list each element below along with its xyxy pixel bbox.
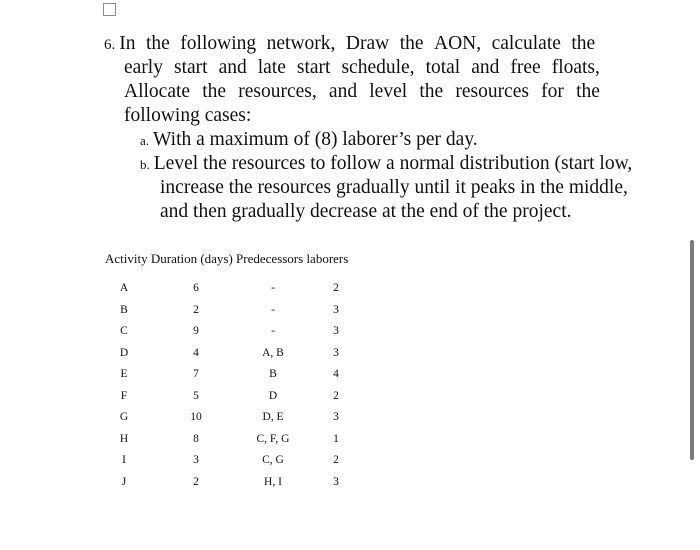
question-checkbox[interactable] bbox=[103, 3, 116, 16]
predecessors-cell: D bbox=[268, 389, 278, 402]
word: late bbox=[257, 57, 286, 78]
word: early bbox=[124, 57, 163, 78]
word: the bbox=[419, 81, 444, 102]
duration-cell: 2 bbox=[193, 475, 199, 488]
table-row bbox=[105, 454, 365, 476]
question-line-4 bbox=[104, 104, 624, 128]
word: In bbox=[119, 33, 136, 54]
word: the bbox=[399, 33, 424, 54]
sub-question-a bbox=[104, 128, 624, 152]
laborers-cell: 2 bbox=[333, 389, 339, 402]
duration-cell: 8 bbox=[193, 432, 199, 445]
activity-cell: I bbox=[122, 454, 126, 466]
predecessors-cell: B bbox=[269, 368, 277, 380]
table-row bbox=[105, 304, 365, 326]
table-row bbox=[105, 433, 365, 455]
predecessors-cell: A, B bbox=[262, 346, 284, 359]
word: calculate bbox=[491, 33, 561, 54]
question-line-3 bbox=[104, 80, 624, 104]
word: resources bbox=[455, 81, 529, 102]
duration-cell: 10 bbox=[190, 411, 202, 423]
word: start bbox=[173, 57, 208, 78]
duration-cell: 3 bbox=[193, 454, 199, 466]
sub-question-b bbox=[104, 152, 633, 176]
table-row bbox=[105, 476, 365, 498]
table-row bbox=[105, 390, 365, 412]
laborers-cell: 3 bbox=[333, 303, 339, 316]
table-row bbox=[105, 347, 365, 369]
predecessors-cell: C, F, G bbox=[256, 432, 290, 445]
activity-cell: B bbox=[120, 303, 128, 316]
word: free bbox=[510, 57, 541, 78]
predecessors-cell: - bbox=[271, 325, 275, 337]
word: and bbox=[218, 57, 247, 78]
table-row bbox=[105, 282, 365, 304]
word: and bbox=[471, 57, 500, 78]
word: Allocate bbox=[124, 81, 191, 102]
word: resources, bbox=[238, 81, 317, 102]
laborers-cell: 3 bbox=[333, 411, 339, 423]
word: the bbox=[145, 33, 170, 54]
activity-cell: H bbox=[119, 432, 129, 445]
predecessors-cell: C, G bbox=[262, 454, 284, 466]
question-line-1 bbox=[104, 32, 624, 56]
duration-cell: 4 bbox=[193, 346, 199, 359]
table-row bbox=[105, 325, 365, 347]
word: total bbox=[425, 57, 461, 78]
activity-cell: C bbox=[120, 325, 128, 337]
word: and bbox=[328, 81, 358, 102]
question-line-2 bbox=[104, 56, 624, 80]
sub-question-a-text: With a maximum of (8) laborer’s per day. bbox=[153, 129, 478, 150]
word: the bbox=[576, 81, 600, 102]
duration-cell: 7 bbox=[193, 368, 199, 380]
word: the bbox=[571, 33, 596, 54]
scrollbar[interactable] bbox=[690, 240, 694, 460]
laborers-cell: 1 bbox=[333, 432, 339, 445]
word: floats, bbox=[551, 57, 600, 78]
activity-cell: G bbox=[119, 411, 129, 423]
word: Draw bbox=[345, 33, 390, 54]
laborers-cell: 3 bbox=[333, 346, 339, 359]
table-header: Activity Duration (days) Predecessors laborers bbox=[105, 251, 349, 266]
activity-cell: F bbox=[120, 389, 128, 402]
word: for bbox=[541, 81, 564, 102]
question-block bbox=[104, 32, 633, 224]
word: following cases: bbox=[124, 105, 252, 126]
laborers-cell: 2 bbox=[333, 454, 339, 466]
laborers-cell: 2 bbox=[333, 282, 339, 294]
activity-cell: J bbox=[121, 475, 127, 488]
duration-cell: 9 bbox=[193, 325, 199, 337]
predecessors-cell: - bbox=[271, 303, 275, 316]
table-row bbox=[105, 411, 365, 433]
word: level bbox=[369, 81, 408, 102]
predecessors-cell: H, I bbox=[264, 475, 282, 488]
table-row bbox=[105, 368, 365, 390]
laborers-cell: 3 bbox=[333, 475, 339, 488]
sub-question-b-line-2: increase the resources gradually until it peaks in the middle, bbox=[160, 177, 628, 198]
activity-cell: A bbox=[119, 282, 129, 294]
question-number: 6. bbox=[104, 37, 116, 53]
predecessors-cell: D, E bbox=[262, 411, 284, 423]
laborers-cell: 3 bbox=[333, 325, 339, 337]
activity-cell: D bbox=[119, 346, 129, 359]
laborers-cell: 4 bbox=[333, 368, 339, 380]
duration-cell: 2 bbox=[193, 303, 199, 316]
predecessors-cell: - bbox=[271, 282, 275, 294]
sub-question-b-line-1: Level the resources to follow a normal distribution (start low, bbox=[153, 153, 633, 174]
sub-question-b-line-3: and then gradually decrease at the end of the project. bbox=[160, 201, 572, 222]
word: network, bbox=[266, 33, 336, 54]
word: following bbox=[180, 33, 257, 54]
duration-cell: 6 bbox=[193, 282, 199, 294]
word: start bbox=[296, 57, 331, 78]
activity-cell: E bbox=[120, 368, 128, 380]
word: the bbox=[202, 81, 227, 102]
sub-marker-a: a. bbox=[140, 133, 150, 148]
duration-cell: 5 bbox=[193, 389, 199, 402]
word: schedule, bbox=[341, 57, 415, 78]
word: AON, bbox=[434, 33, 482, 54]
sub-marker-b: b. bbox=[140, 157, 150, 172]
activity-table bbox=[105, 282, 365, 497]
